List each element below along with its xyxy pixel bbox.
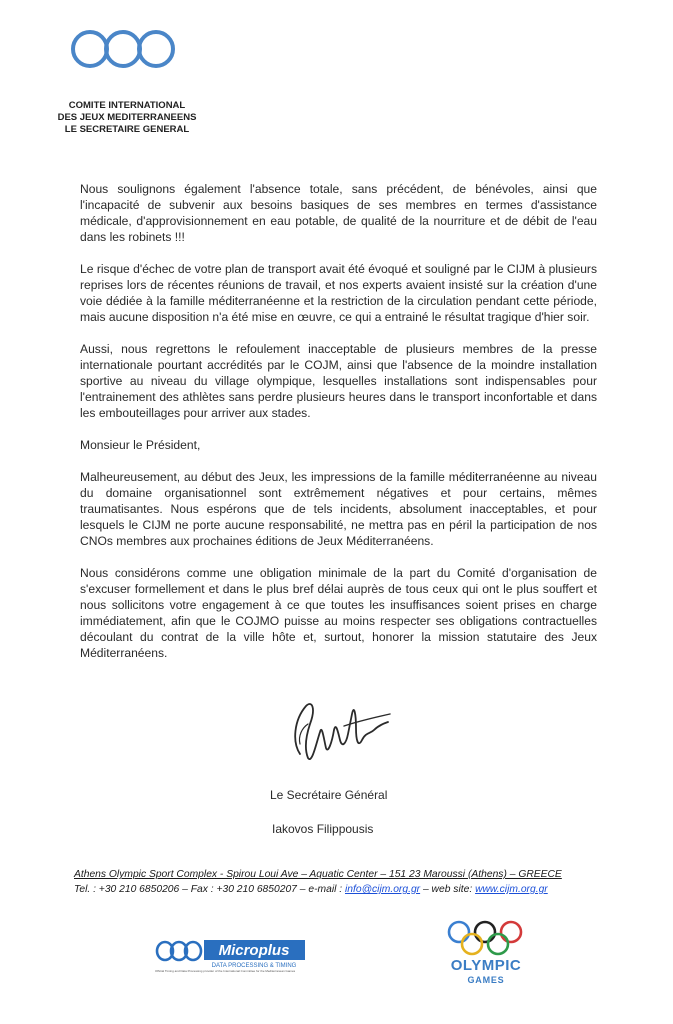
- olympic-games-label: GAMES: [467, 975, 505, 985]
- microplus-fine-print: Official Timing and Data Processing provider of the International Committee for the Mediterranean Games: [155, 969, 296, 973]
- org-name-line1: COMITE INTERNATIONAL: [68, 100, 186, 111]
- paragraph-transport: Le risque d'échec de votre plan de transport avait été évoqué et souligné par le CIJM à plusieurs reprises lors de récentes réunions de travail, et nos experts avaient insisté sur la création d'une voie dédiée à la famille méditerranéenne et la restriction de la circulation pendant cette période, mais aucune disposition n'a été mise en œuvre, ce qui a entrainé le résultat tragique d'hier soir.: [80, 262, 597, 324]
- org-name-line3: LE SECRETAIRE GENERAL: [64, 124, 190, 135]
- paragraph-press: Aussi, nous regrettons le refoulement inacceptable de plusieurs membres de la presse internationale pourtant accrédités par le COJM, ainsi que l'absence de la moindre installation sportive au niveau du village olympique, lesquelles installations sont indispensables pour l'entrainement des athlètes sans perdre plusieurs heures dans le transport inconfortable et dans les embouteillages pour arriver aux stades.: [80, 342, 597, 420]
- olympic-rings-logo: [446, 920, 524, 958]
- email-link[interactable]: info@cijm.org.gr: [344, 884, 421, 895]
- footer-phone-fax: Tel. : +30 210 6850206 – Fax : +30 210 6850207 – e-mail :: [74, 884, 345, 895]
- org-name-line2: DES JEUX MEDITERRANEENS: [57, 112, 197, 123]
- salutation: Monsieur le Président,: [80, 438, 201, 452]
- microplus-tagline: DATA PROCESSING & TIMING: [211, 963, 297, 969]
- microplus-wordmark: Microplus: [218, 942, 290, 959]
- signatory-name: Iakovos Filippousis: [272, 822, 374, 836]
- signatory-title: Le Secrétaire Général: [270, 788, 388, 802]
- footer-contact: [74, 884, 594, 895]
- website-link[interactable]: www.cijm.org.gr: [475, 884, 548, 895]
- letter-body: [80, 181, 597, 661]
- paragraph-volunteers: Nous soulignons également l'absence totale, sans précédent, de bénévoles, ainsi que l'incapacité de subvenir aux besoins basiques de ses membres en termes d'assistance médicale, d'approvisionnement en eau potable, de qualité de la nourriture et de débit de l'eau dans les robinets !!!: [80, 182, 597, 244]
- handwritten-signature: [286, 684, 396, 770]
- microplus-logo: [155, 936, 305, 970]
- paragraph-impressions: Malheureusement, au début des Jeux, les impressions de la famille méditerranéenne au niveau du domaine organisationnel sont extrêmement négatives et pour certains, mêmes traumatisantes. Nous espérons que de tels incidents, absolument inacceptables, et pour lesquels le CIJM ne porte aucune responsabilité, ne mettra pas en péril la participation de nos CNOs membres aux prochaines éditions de Jeux Méditerranéens.: [80, 470, 597, 548]
- footer-website-label: – web site:: [420, 884, 476, 895]
- cijm-rings-logo: [68, 26, 178, 72]
- org-header: [52, 100, 202, 136]
- footer-address: Athens Olympic Sport Complex - Spirou Loui Ave – Aquatic Center – 151 23 Maroussi (Athens) – GREECE: [74, 869, 562, 880]
- paragraph-apology: Nous considérons comme une obligation minimale de la part du Comité d'organisation de s'excuser formellement et dans le plus bref délai auprès de tous ceux qui ont le plus souffert et nous sollicitons votre engagement à ce que toutes les insuffisances soient prises en charge immédiatement, afin que le COJMO puisse au moins respecter ses obligations contractuelles découlant du contrat de la ville hôte et, surtout, honorer la mission statutaire des Jeux Méditerranéens.: [80, 566, 597, 660]
- olympic-wordmark: OLYMPIC: [450, 957, 522, 974]
